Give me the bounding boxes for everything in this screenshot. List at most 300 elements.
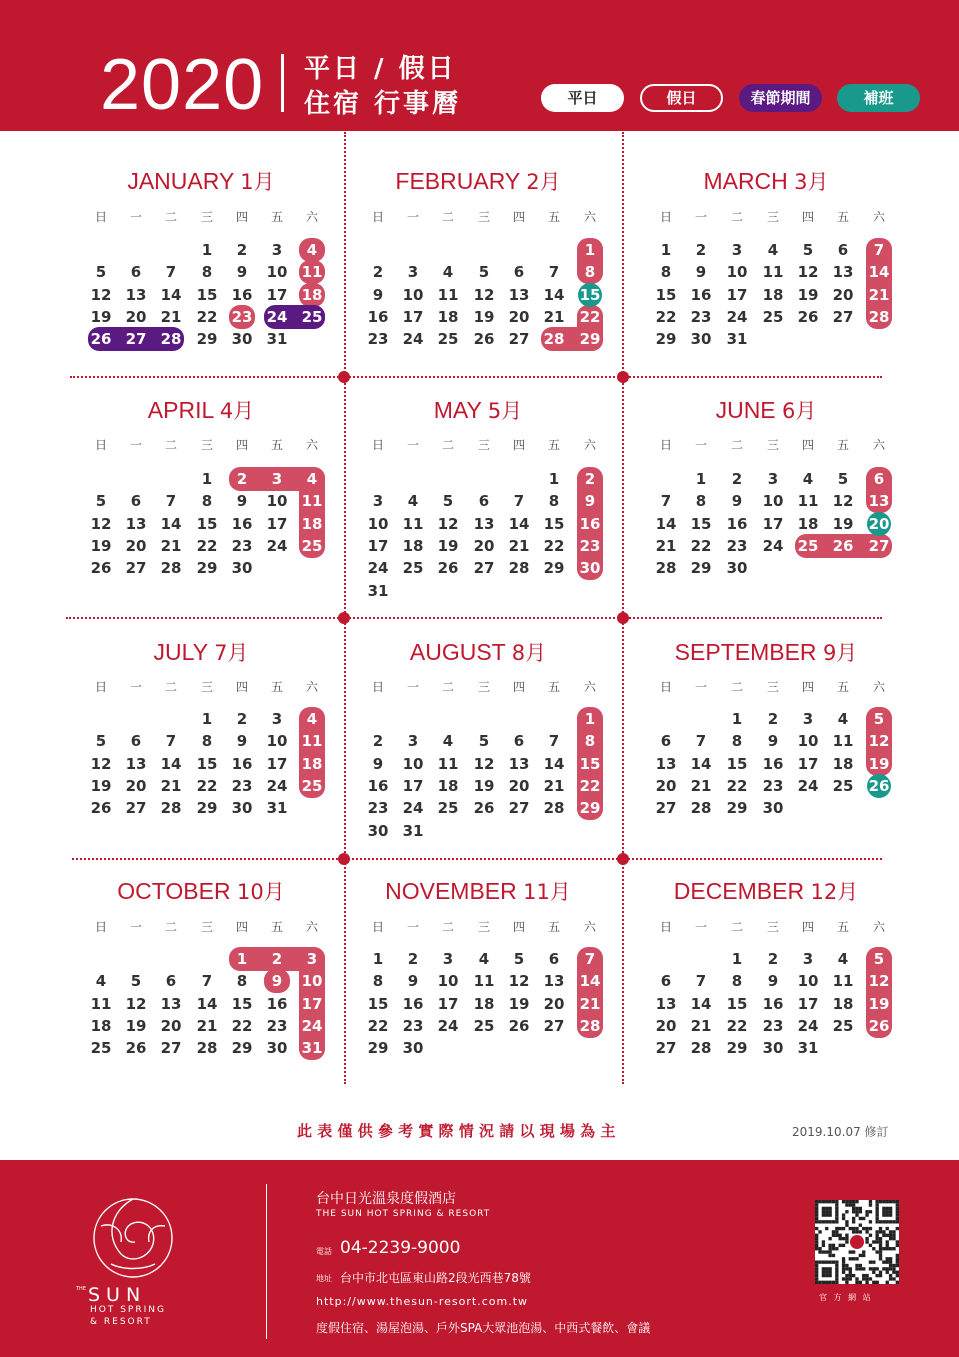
calendar-day[interactable]: 1	[372, 950, 384, 968]
calendar-day[interactable]: 19	[473, 776, 495, 795]
calendar-day[interactable]: 7	[513, 492, 525, 511]
calendar-day[interactable]: 28	[160, 799, 182, 818]
calendar-day[interactable]: 6	[548, 950, 560, 968]
calendar-day[interactable]: 14	[868, 263, 890, 282]
calendar-day[interactable]: 25	[797, 536, 819, 555]
calendar-day[interactable]: 9	[731, 492, 743, 511]
calendar-day[interactable]: 18	[473, 994, 495, 1013]
calendar-day[interactable]: 13	[868, 492, 890, 511]
calendar-day[interactable]: 9	[407, 972, 419, 991]
calendar-day[interactable]: 13	[473, 514, 495, 533]
calendar-day[interactable]: 18	[832, 754, 854, 773]
calendar-day[interactable]: 5	[837, 470, 849, 488]
calendar-day[interactable]: 4	[767, 241, 779, 259]
calendar-day[interactable]: 12	[437, 514, 459, 533]
calendar-day[interactable]: 4	[442, 263, 454, 282]
calendar-day[interactable]: 14	[508, 514, 530, 533]
calendar-day[interactable]: 26	[90, 559, 112, 578]
calendar-day[interactable]: 27	[832, 307, 854, 326]
calendar-day[interactable]: 2	[407, 950, 419, 968]
calendar-day[interactable]: 6	[478, 492, 490, 511]
qr-code-icon[interactable]	[815, 1200, 899, 1284]
calendar-day[interactable]: 18	[301, 285, 323, 304]
calendar-day[interactable]: 30	[231, 559, 253, 578]
calendar-day[interactable]: 4	[478, 950, 490, 968]
calendar-day[interactable]: 20	[160, 1016, 182, 1035]
calendar-day[interactable]: 3	[271, 241, 283, 259]
calendar-day[interactable]: 15	[367, 994, 389, 1013]
calendar-day[interactable]: 22	[726, 776, 748, 795]
calendar-day[interactable]: 6	[130, 492, 142, 511]
calendar-day[interactable]: 30	[579, 559, 601, 578]
calendar-day[interactable]: 14	[655, 514, 677, 533]
calendar-day[interactable]: 25	[437, 330, 459, 349]
calendar-day[interactable]: 30	[402, 1039, 424, 1058]
calendar-day[interactable]: 12	[797, 263, 819, 282]
calendar-day[interactable]: 11	[90, 994, 112, 1013]
calendar-day[interactable]: 14	[160, 754, 182, 773]
calendar-day[interactable]: 3	[271, 470, 283, 488]
calendar-day[interactable]: 25	[762, 307, 784, 326]
calendar-day[interactable]: 9	[767, 732, 779, 751]
calendar-day[interactable]: 1	[695, 470, 707, 488]
calendar-day[interactable]: 16	[367, 307, 389, 326]
calendar-day[interactable]: 21	[868, 285, 890, 304]
calendar-day[interactable]: 21	[160, 307, 182, 326]
calendar-day[interactable]: 17	[797, 994, 819, 1013]
calendar-day[interactable]: 8	[584, 263, 596, 282]
calendar-day[interactable]: 13	[125, 754, 147, 773]
calendar-day[interactable]: 19	[797, 285, 819, 304]
calendar-day[interactable]: 29	[196, 330, 218, 349]
calendar-day[interactable]: 22	[690, 536, 712, 555]
calendar-day[interactable]: 22	[196, 776, 218, 795]
calendar-day[interactable]: 24	[762, 536, 784, 555]
calendar-day[interactable]: 15	[655, 285, 677, 304]
calendar-day[interactable]: 16	[231, 285, 253, 304]
calendar-day[interactable]: 5	[513, 950, 525, 968]
calendar-day[interactable]: 27	[125, 559, 147, 578]
calendar-day[interactable]: 19	[90, 776, 112, 795]
calendar-day[interactable]: 21	[160, 776, 182, 795]
calendar-day[interactable]: 20	[543, 994, 565, 1013]
calendar-day[interactable]: 27	[868, 536, 890, 555]
calendar-day[interactable]: 19	[437, 536, 459, 555]
calendar-day[interactable]: 31	[301, 1039, 323, 1058]
calendar-day[interactable]: 2	[584, 470, 596, 488]
calendar-day[interactable]: 7	[548, 263, 560, 282]
calendar-day[interactable]: 29	[543, 559, 565, 578]
calendar-day[interactable]: 10	[762, 492, 784, 511]
calendar-day[interactable]: 17	[266, 514, 288, 533]
calendar-day[interactable]: 14	[196, 994, 218, 1013]
calendar-day[interactable]: 16	[402, 994, 424, 1013]
calendar-day[interactable]: 3	[407, 732, 419, 751]
calendar-day[interactable]: 21	[508, 536, 530, 555]
calendar-day[interactable]: 13	[832, 263, 854, 282]
calendar-day[interactable]: 3	[372, 492, 384, 511]
calendar-day[interactable]: 17	[797, 754, 819, 773]
calendar-day[interactable]: 2	[731, 470, 743, 488]
calendar-day[interactable]: 18	[797, 514, 819, 533]
calendar-day[interactable]: 27	[508, 799, 530, 818]
calendar-day[interactable]: 19	[473, 307, 495, 326]
calendar-day[interactable]: 22	[367, 1016, 389, 1035]
calendar-day[interactable]: 23	[762, 1016, 784, 1035]
calendar-day[interactable]: 21	[160, 536, 182, 555]
calendar-day[interactable]: 2	[372, 263, 384, 282]
calendar-day[interactable]: 4	[306, 241, 318, 259]
calendar-day[interactable]: 26	[868, 1016, 890, 1035]
calendar-day[interactable]: 10	[266, 732, 288, 751]
calendar-day[interactable]: 28	[196, 1039, 218, 1058]
calendar-day[interactable]: 12	[508, 972, 530, 991]
calendar-day[interactable]: 7	[165, 263, 177, 282]
calendar-day[interactable]: 18	[832, 994, 854, 1013]
calendar-day[interactable]: 13	[508, 285, 530, 304]
calendar-day[interactable]: 24	[367, 559, 389, 578]
calendar-day[interactable]: 15	[726, 994, 748, 1013]
calendar-day[interactable]: 16	[231, 514, 253, 533]
calendar-day[interactable]: 23	[690, 307, 712, 326]
calendar-day[interactable]: 1	[584, 710, 596, 728]
calendar-day[interactable]: 6	[130, 263, 142, 282]
calendar-day[interactable]: 2	[372, 732, 384, 751]
calendar-day[interactable]: 22	[196, 307, 218, 326]
calendar-day[interactable]: 15	[543, 514, 565, 533]
calendar-day[interactable]: 20	[508, 307, 530, 326]
calendar-day[interactable]: 8	[548, 492, 560, 511]
calendar-day[interactable]: 22	[726, 1016, 748, 1035]
calendar-day[interactable]: 9	[236, 492, 248, 511]
calendar-day[interactable]: 23	[762, 776, 784, 795]
calendar-day[interactable]: 29	[196, 799, 218, 818]
calendar-day[interactable]: 16	[690, 285, 712, 304]
calendar-day[interactable]: 8	[695, 492, 707, 511]
calendar-day[interactable]: 5	[95, 263, 107, 282]
calendar-day[interactable]: 23	[726, 536, 748, 555]
calendar-day[interactable]: 20	[655, 776, 677, 795]
calendar-day[interactable]: 18	[301, 514, 323, 533]
calendar-day[interactable]: 8	[660, 263, 672, 282]
calendar-day[interactable]: 2	[695, 241, 707, 259]
calendar-day[interactable]: 1	[584, 241, 596, 259]
calendar-day[interactable]: 12	[90, 754, 112, 773]
calendar-day[interactable]: 2	[767, 950, 779, 968]
calendar-day[interactable]: 14	[160, 514, 182, 533]
calendar-day[interactable]: 10	[402, 285, 424, 304]
calendar-day[interactable]: 8	[584, 732, 596, 751]
calendar-day[interactable]: 3	[442, 950, 454, 968]
calendar-day[interactable]: 10	[402, 754, 424, 773]
calendar-day[interactable]: 10	[726, 263, 748, 282]
calendar-day[interactable]: 18	[90, 1016, 112, 1035]
calendar-day[interactable]: 19	[508, 994, 530, 1013]
calendar-day[interactable]: 15	[231, 994, 253, 1013]
calendar-day[interactable]: 4	[306, 470, 318, 488]
calendar-day[interactable]: 9	[584, 492, 596, 511]
calendar-day[interactable]: 17	[266, 754, 288, 773]
calendar-day[interactable]: 12	[125, 994, 147, 1013]
calendar-day[interactable]: 28	[508, 559, 530, 578]
calendar-day[interactable]: 7	[201, 972, 213, 991]
calendar-day[interactable]: 25	[90, 1039, 112, 1058]
calendar-day[interactable]: 30	[266, 1039, 288, 1058]
calendar-day[interactable]: 12	[90, 285, 112, 304]
calendar-day[interactable]: 25	[473, 1016, 495, 1035]
calendar-day[interactable]: 9	[236, 732, 248, 751]
calendar-day[interactable]: 13	[543, 972, 565, 991]
calendar-day[interactable]: 18	[762, 285, 784, 304]
calendar-day[interactable]: 31	[726, 330, 748, 349]
calendar-day[interactable]: 17	[301, 994, 323, 1013]
calendar-day[interactable]: 1	[731, 950, 743, 968]
calendar-day[interactable]: 11	[762, 263, 784, 282]
calendar-day[interactable]: 21	[196, 1016, 218, 1035]
calendar-day[interactable]: 3	[802, 710, 814, 728]
calendar-day[interactable]: 10	[266, 492, 288, 511]
calendar-day[interactable]: 25	[832, 776, 854, 795]
calendar-day[interactable]: 26	[437, 559, 459, 578]
calendar-day[interactable]: 10	[797, 972, 819, 991]
calendar-day[interactable]: 8	[201, 732, 213, 751]
calendar-day[interactable]: 15	[196, 514, 218, 533]
calendar-day[interactable]: 6	[513, 263, 525, 282]
calendar-day[interactable]: 13	[655, 754, 677, 773]
calendar-day[interactable]: 3	[767, 470, 779, 488]
calendar-day[interactable]: 4	[407, 492, 419, 511]
calendar-day[interactable]: 3	[802, 950, 814, 968]
calendar-day[interactable]: 7	[165, 492, 177, 511]
calendar-day[interactable]: 6	[660, 732, 672, 751]
calendar-day[interactable]: 3	[306, 950, 318, 968]
calendar-day[interactable]: 31	[402, 821, 424, 840]
calendar-day[interactable]: 26	[90, 799, 112, 818]
calendar-day[interactable]: 12	[868, 732, 890, 751]
calendar-day[interactable]: 2	[767, 710, 779, 728]
calendar-day[interactable]: 29	[579, 330, 601, 349]
calendar-day[interactable]: 25	[832, 1016, 854, 1035]
calendar-day[interactable]: 9	[372, 285, 384, 304]
calendar-day[interactable]: 16	[726, 514, 748, 533]
calendar-day[interactable]: 16	[762, 754, 784, 773]
calendar-day[interactable]: 28	[160, 330, 182, 349]
calendar-day[interactable]: 19	[868, 754, 890, 773]
calendar-day[interactable]: 17	[726, 285, 748, 304]
calendar-day[interactable]: 17	[367, 536, 389, 555]
calendar-day[interactable]: 9	[695, 263, 707, 282]
calendar-day[interactable]: 22	[543, 536, 565, 555]
calendar-day[interactable]: 7	[584, 950, 596, 968]
calendar-day[interactable]: 14	[543, 754, 565, 773]
calendar-day[interactable]: 17	[762, 514, 784, 533]
calendar-day[interactable]: 2	[236, 241, 248, 259]
calendar-day[interactable]: 30	[231, 799, 253, 818]
calendar-day[interactable]: 26	[508, 1016, 530, 1035]
calendar-day[interactable]: 1	[236, 950, 248, 968]
calendar-day[interactable]: 5	[95, 732, 107, 751]
calendar-day[interactable]: 1	[660, 241, 672, 259]
calendar-day[interactable]: 28	[868, 307, 890, 326]
calendar-day[interactable]: 11	[301, 263, 323, 282]
calendar-day[interactable]: 20	[473, 536, 495, 555]
calendar-day[interactable]: 24	[266, 776, 288, 795]
calendar-day[interactable]: 30	[762, 1039, 784, 1058]
calendar-day[interactable]: 30	[367, 821, 389, 840]
calendar-day[interactable]: 9	[271, 972, 283, 991]
calendar-day[interactable]: 15	[690, 514, 712, 533]
calendar-day[interactable]: 24	[402, 330, 424, 349]
calendar-day[interactable]: 4	[442, 732, 454, 751]
calendar-day[interactable]: 21	[690, 776, 712, 795]
calendar-day[interactable]: 31	[266, 330, 288, 349]
calendar-day[interactable]: 21	[543, 307, 565, 326]
calendar-day[interactable]: 19	[125, 1016, 147, 1035]
calendar-day[interactable]: 23	[231, 536, 253, 555]
calendar-day[interactable]: 11	[832, 972, 854, 991]
calendar-day[interactable]: 7	[548, 732, 560, 751]
calendar-day[interactable]: 23	[231, 307, 253, 326]
calendar-day[interactable]: 21	[655, 536, 677, 555]
calendar-day[interactable]: 3	[271, 710, 283, 728]
calendar-day[interactable]: 27	[473, 559, 495, 578]
calendar-day[interactable]: 13	[655, 994, 677, 1013]
calendar-day[interactable]: 2	[236, 710, 248, 728]
calendar-day[interactable]: 29	[196, 559, 218, 578]
calendar-day[interactable]: 1	[201, 470, 213, 488]
calendar-day[interactable]: 27	[160, 1039, 182, 1058]
calendar-day[interactable]: 11	[301, 732, 323, 751]
calendar-day[interactable]: 28	[160, 559, 182, 578]
calendar-day[interactable]: 4	[802, 470, 814, 488]
calendar-day[interactable]: 21	[690, 1016, 712, 1035]
calendar-day[interactable]: 25	[301, 776, 323, 795]
calendar-day[interactable]: 10	[266, 263, 288, 282]
calendar-day[interactable]: 24	[797, 776, 819, 795]
calendar-day[interactable]: 11	[473, 972, 495, 991]
calendar-day[interactable]: 27	[655, 799, 677, 818]
calendar-day[interactable]: 27	[655, 1039, 677, 1058]
calendar-day[interactable]: 5	[873, 950, 885, 968]
calendar-day[interactable]: 7	[695, 972, 707, 991]
calendar-day[interactable]: 23	[402, 1016, 424, 1035]
calendar-day[interactable]: 4	[837, 950, 849, 968]
calendar-day[interactable]: 28	[579, 1016, 601, 1035]
calendar-day[interactable]: 23	[367, 330, 389, 349]
calendar-day[interactable]: 29	[726, 799, 748, 818]
calendar-day[interactable]: 22	[579, 307, 601, 326]
calendar-day[interactable]: 29	[367, 1039, 389, 1058]
calendar-day[interactable]: 14	[543, 285, 565, 304]
calendar-day[interactable]: 1	[548, 470, 560, 488]
calendar-day[interactable]: 13	[160, 994, 182, 1013]
calendar-day[interactable]: 1	[731, 710, 743, 728]
calendar-day[interactable]: 22	[655, 307, 677, 326]
calendar-day[interactable]: 8	[236, 972, 248, 991]
calendar-day[interactable]: 18	[437, 776, 459, 795]
calendar-day[interactable]: 12	[473, 754, 495, 773]
calendar-day[interactable]: 26	[868, 776, 890, 795]
calendar-day[interactable]: 24	[266, 307, 288, 326]
calendar-day[interactable]: 9	[372, 754, 384, 773]
calendar-day[interactable]: 23	[231, 776, 253, 795]
calendar-day[interactable]: 30	[726, 559, 748, 578]
calendar-day[interactable]: 15	[726, 754, 748, 773]
calendar-day[interactable]: 16	[266, 994, 288, 1013]
calendar-day[interactable]: 7	[873, 241, 885, 259]
calendar-day[interactable]: 27	[508, 330, 530, 349]
calendar-day[interactable]: 31	[797, 1039, 819, 1058]
calendar-day[interactable]: 10	[437, 972, 459, 991]
calendar-day[interactable]: 12	[90, 514, 112, 533]
calendar-day[interactable]: 12	[868, 972, 890, 991]
calendar-day[interactable]: 10	[797, 732, 819, 751]
calendar-day[interactable]: 12	[473, 285, 495, 304]
calendar-day[interactable]: 21	[543, 776, 565, 795]
calendar-day[interactable]: 17	[402, 307, 424, 326]
calendar-day[interactable]: 24	[301, 1016, 323, 1035]
calendar-day[interactable]: 18	[301, 754, 323, 773]
calendar-day[interactable]: 5	[873, 710, 885, 728]
calendar-day[interactable]: 13	[125, 514, 147, 533]
calendar-day[interactable]: 28	[543, 330, 565, 349]
calendar-day[interactable]: 26	[473, 799, 495, 818]
calendar-day[interactable]: 20	[655, 1016, 677, 1035]
calendar-day[interactable]: 1	[201, 710, 213, 728]
calendar-day[interactable]: 19	[868, 994, 890, 1013]
calendar-day[interactable]: 3	[407, 263, 419, 282]
calendar-day[interactable]: 30	[690, 330, 712, 349]
calendar-day[interactable]: 12	[832, 492, 854, 511]
calendar-day[interactable]: 14	[690, 994, 712, 1013]
calendar-day[interactable]: 29	[690, 559, 712, 578]
calendar-day[interactable]: 4	[95, 972, 107, 991]
calendar-day[interactable]: 31	[266, 799, 288, 818]
calendar-day[interactable]: 11	[301, 492, 323, 511]
calendar-day[interactable]: 23	[367, 799, 389, 818]
calendar-day[interactable]: 27	[125, 330, 147, 349]
calendar-day[interactable]: 8	[201, 263, 213, 282]
calendar-day[interactable]: 24	[437, 1016, 459, 1035]
calendar-day[interactable]: 18	[402, 536, 424, 555]
calendar-day[interactable]: 19	[832, 514, 854, 533]
calendar-day[interactable]: 16	[579, 514, 601, 533]
calendar-day[interactable]: 16	[231, 754, 253, 773]
website-link[interactable]: http://www.thesun-resort.com.tw	[316, 1295, 529, 1308]
calendar-day[interactable]: 14	[579, 972, 601, 991]
calendar-day[interactable]: 31	[367, 581, 389, 600]
calendar-day[interactable]: 23	[579, 536, 601, 555]
calendar-day[interactable]: 11	[437, 754, 459, 773]
calendar-day[interactable]: 19	[90, 307, 112, 326]
calendar-day[interactable]: 5	[442, 492, 454, 511]
calendar-day[interactable]: 7	[695, 732, 707, 751]
calendar-day[interactable]: 25	[437, 799, 459, 818]
calendar-day[interactable]: 6	[837, 241, 849, 259]
calendar-day[interactable]: 25	[301, 307, 323, 326]
calendar-day[interactable]: 28	[655, 559, 677, 578]
calendar-day[interactable]: 29	[579, 799, 601, 818]
calendar-day[interactable]: 19	[90, 536, 112, 555]
calendar-day[interactable]: 15	[579, 754, 601, 773]
calendar-day[interactable]: 20	[868, 514, 890, 533]
calendar-day[interactable]: 30	[231, 330, 253, 349]
calendar-day[interactable]: 24	[266, 536, 288, 555]
calendar-day[interactable]: 28	[690, 799, 712, 818]
calendar-day[interactable]: 7	[165, 732, 177, 751]
calendar-day[interactable]: 2	[271, 950, 283, 968]
calendar-day[interactable]: 15	[196, 754, 218, 773]
